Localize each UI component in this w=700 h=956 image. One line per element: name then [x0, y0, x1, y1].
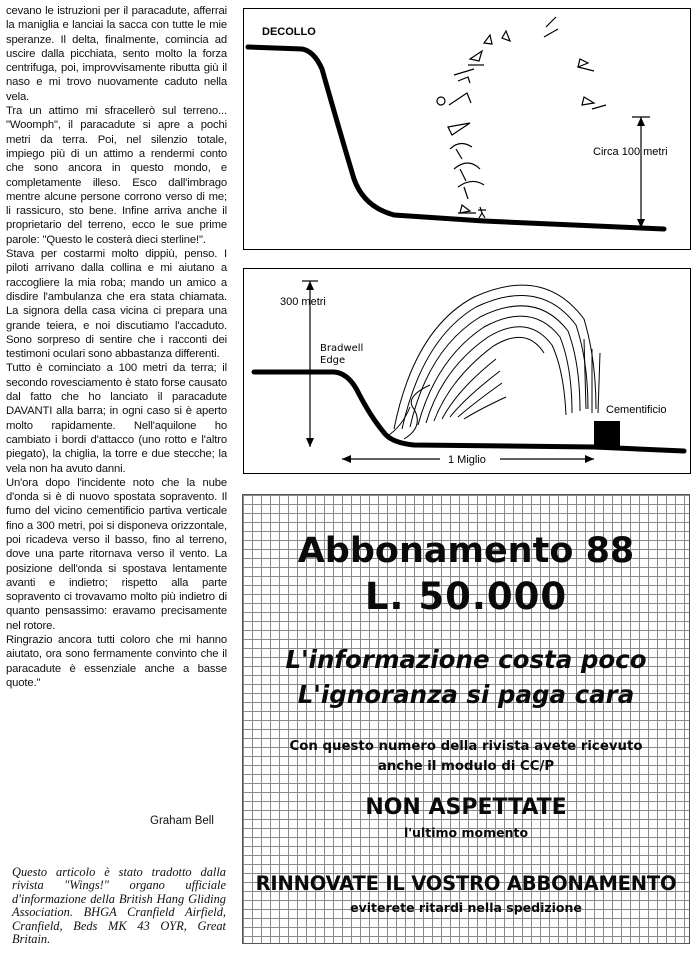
height-label: 300 metri [280, 296, 326, 308]
article-paragraph: Un'ora dopo l'incidente noto che la nube d'onda si è di nuovo spostata sopravento. Il fumo del vicino cementificio partiva verticale fino a 300 metri, poi si disponeva orizzontale, poi ricadeva verso il basso, fino al terreno, dove una parte ritornava verso il vento. La posizione dell'onda si spostava lentamente avanti e indietro; rispetto alla parte sopravento ci trovavamo molto più indietro di quanto pensassimo: eravamo precisamente nel rotore. [6, 476, 227, 632]
factory-building [594, 421, 620, 449]
edge-label-line2: Edge [320, 355, 346, 366]
edge-label-line1: Bradwell [320, 343, 364, 354]
ad-call-to-action: NON ASPETTATE [365, 795, 567, 820]
ad-call-to-action-sub: l'ultimo momento [403, 825, 529, 840]
distance-label: 1 Miglio [448, 454, 486, 466]
arrow-up-icon [637, 117, 645, 126]
article-paragraph: Stava per costarmi molto dippiù, penso. I piloti arrivano dalla collina e mi aiutano a raccogliere la mia roba; mando un amico a disdire l'ambulanza che era stata chiamata. La signora della casa vicina ci prepara una grande teiera, e noi discutiamo l'accaduto. Sono sorpreso di sentire che i racconti dei testimoni oculari sono abbastanza differenti. [6, 248, 227, 361]
ad-price: L. 50.000 [364, 575, 568, 618]
ad-slogan: L'informazione costa poco [285, 645, 647, 674]
arrow-right-icon [585, 455, 594, 463]
wave-diagram [243, 268, 691, 474]
height-label: Circa 100 metri [593, 146, 668, 158]
arrow-left-icon [342, 455, 351, 463]
glider-sequence [437, 17, 606, 218]
wave-cloud [386, 285, 600, 439]
article-paragraph: Tra un attimo mi sfracellerò sul terreno... "Woomph", il paracadute si apre a pochi metri da terra. Poi, nel silenzio totale, impiego più di un attimo a rendermi conto che sono ancora in questo mondo, e completamente illeso. Esco dall'imbrago mentre alcune persone corrono verso di me; li rassicuro, sto bene. Infine arriva anche il proprietario del terreno, ecco le sue prime parole: "Questo le costerà dieci sterline!". [6, 105, 227, 246]
arrow-up-icon [306, 281, 314, 290]
subscription-ad [242, 494, 690, 944]
arrow-down-icon [306, 438, 314, 447]
ad-renew-sub: eviterete ritardi nella spedizione [350, 900, 582, 915]
wave-diagram-drawing [244, 269, 690, 473]
ad-info: Con questo numero della rivista avete ricevuto [289, 739, 643, 754]
article-paragraph: Ringrazio ancora tutti coloro che mi hanno aiutato, ora sono fermamente convinto che il paracadute è essenziale anche a basse quote." [6, 634, 227, 689]
translation-note: Questo articolo è stato tradotto dalla rivista "Wings!" organo ufficiale d'informazione della British Hang Gliding Association. BHGA Cranfield Airfield, Cranfield, Beds MK 43 OYR, Great Britain. [12, 865, 226, 947]
ad-title: Abbonamento 88 [297, 531, 635, 571]
article-body [6, 4, 227, 690]
flight-diagram [243, 8, 691, 250]
factory-label: Cementificio [606, 404, 667, 416]
ad-slogan: L'ignoranza si paga cara [297, 680, 635, 709]
article-paragraph: Tutto è cominciato a 100 metri da terra; il secondo rovesciamento è stato forse causato dal fatto che ho lanciato il paracadute DAVANTI alla barra; in ogni caso si è aperto molto rapidamente. Nell'aquilone ho cambiato i bordi d'attacco (uno rotto e l'altro piegato), la chiglia, la torre e due stecche; la vela non ha avuto danni. [6, 362, 227, 475]
ad-renew-heading: RINNOVATE IL VOSTRO ABBONAMENTO [255, 872, 677, 895]
ad-info: anche il modulo di CC/P [377, 759, 555, 774]
article-paragraph: cevano le istruzioni per il paracadute, afferrai la maniglia e lanciai la sacca con tutte le mie speranze. Il delta, finalmente, comincia ad uscire dalla picchiata, sento molto la forza centrifuga, poi, improvvisamente ributta giù il naso e mi trovo nuovamente caduto nella vela. [6, 5, 227, 103]
author-signature: Graham Bell [150, 815, 214, 827]
flight-diagram-drawing [244, 9, 690, 249]
takeoff-label: DECOLLO [262, 26, 316, 38]
